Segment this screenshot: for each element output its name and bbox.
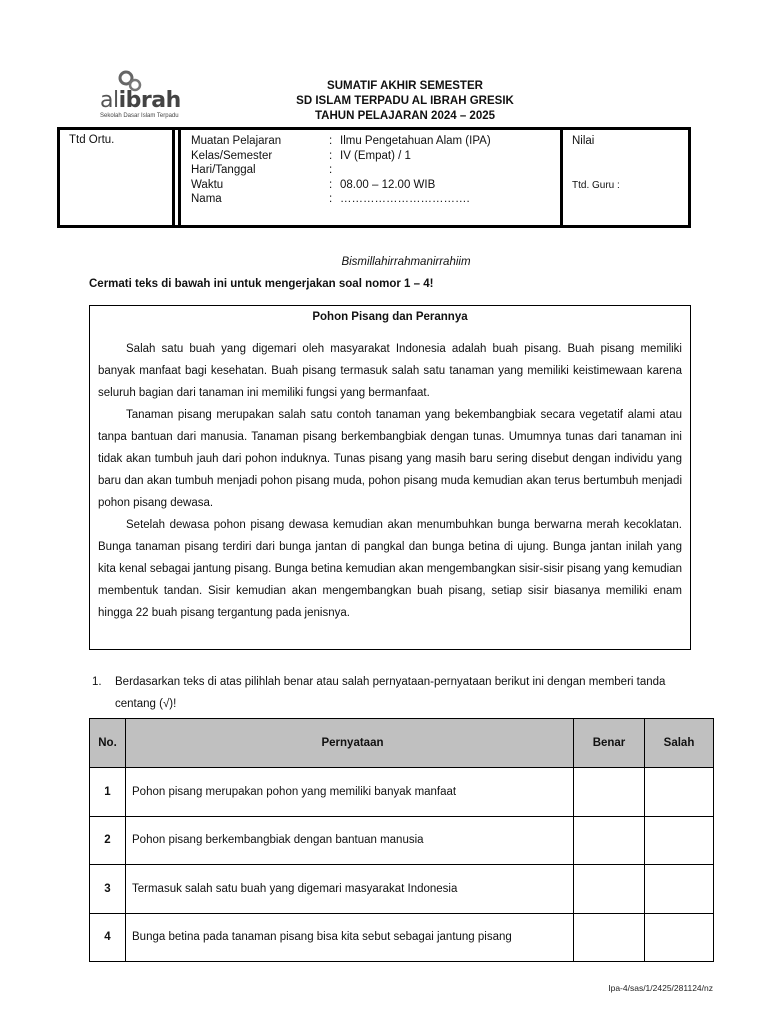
logo-tagline: Sekolah Dasar Islam Terpadu [100, 113, 179, 119]
row-number: 3 [90, 865, 126, 914]
exam-details-cell: Muatan Pelajaran : Ilmu Pengetahuan Alam (IPA) Kelas/Semester : IV (Empat) / 1 Hari/Tanggal : Waktu : 08.00 – 12.00 WIB Nama : ……………………………. [178, 130, 562, 225]
academic-year: TAHUN PELAJARAN 2024 – 2025 [314, 110, 496, 122]
header-benar: Benar [574, 719, 645, 768]
school-logo [96, 68, 186, 118]
salah-answer-cell[interactable] [645, 913, 714, 962]
table-row [90, 768, 714, 817]
exam-header [230, 79, 580, 124]
table-row [90, 865, 714, 914]
benar-answer-cell[interactable] [574, 865, 645, 914]
name-field[interactable]: ……………………………. [340, 193, 470, 205]
question-text: Berdasarkan teks di atas pilihlah benar atau salah pernyataan-pernyataan berikut ini dengan memberi tanda centang (√)! [115, 676, 666, 710]
reading-body [98, 338, 682, 624]
school-name: SD ISLAM TERPADU AL IBRAH GRESIK [296, 95, 514, 107]
row-number: 1 [90, 768, 126, 817]
reading-paragraph: Salah satu buah yang digemari oleh masyarakat Indonesia adalah buah pisang. Buah pisang memiliki banyak manfaat bagi kesehatan. Buah pisang termasuk salah satu tanaman yang memiliki keistimewaan karena seluruh bagian dari tanaman ini memiliki fungsi yang bermanfaat. [98, 343, 682, 399]
salah-answer-cell[interactable] [645, 816, 714, 865]
header-salah: Salah [645, 719, 714, 768]
bismillah-text: Bismillahirrahmanirrahiim [341, 256, 471, 268]
reading-passage-box [89, 305, 691, 650]
header-no: No. [90, 719, 126, 768]
exam-title: SUMATIF AKHIR SEMESTER [327, 80, 483, 92]
parent-signature-label: Ttd Ortu. [69, 134, 115, 146]
row-number: 2 [90, 816, 126, 865]
benar-answer-cell[interactable] [574, 913, 645, 962]
row-statement: Pohon pisang merupakan pohon yang memiliki banyak manfaat [126, 768, 574, 817]
teacher-signature-label: Ttd. Guru : [572, 180, 620, 191]
reading-paragraph: Setelah dewasa pohon pisang dewasa kemudian akan menumbuhkan bunga berwarna merah kecoklatan. Bunga tanaman pisang terdiri dari bunga jantan di pangkal dan bunga betina di ujung. Bunga jantan inilah yang kita kenal sebagai jantung pisang. Bunga betina kemudian akan mengembangkan sisir-sisir pisang yang kemudian membentuk tandan. Sisir kemudian akan mengembangkan buah pisang, setiap sisir biasanya memiliki enam hingga 22 buah pisang tergantung pada jenisnya. [98, 519, 682, 619]
salah-answer-cell[interactable] [645, 865, 714, 914]
salah-answer-cell[interactable] [645, 768, 714, 817]
exam-info-box [57, 127, 691, 228]
reading-title: Pohon Pisang dan Perannya [312, 311, 468, 323]
table-header-row [90, 719, 714, 768]
score-label: Nilai [572, 135, 595, 147]
true-false-table [89, 718, 714, 962]
table-row [90, 816, 714, 865]
score-cell [560, 127, 691, 228]
row-statement: Pohon pisang berkembangbiak dengan bantuan manusia [126, 816, 574, 865]
row-statement: Bunga betina pada tanaman pisang bisa kita sebut sebagai jantung pisang [126, 913, 574, 962]
document-code: Ipa-4/sas/1/2425/281124/nz [608, 983, 713, 993]
header-statement: Pernyataan [126, 719, 574, 768]
question-number: 1. [92, 676, 102, 688]
reading-instruction: Cermati teks di bawah ini untuk mengerjakan soal nomor 1 – 4! [89, 278, 434, 290]
benar-answer-cell[interactable] [574, 816, 645, 865]
table-row [90, 913, 714, 962]
reading-paragraph: Tanaman pisang merupakan salah satu contoh tanaman yang bekembangbiak secara vegetatif alami atau tanpa bantuan dari manusia. Tanaman pisang berkembangbiak dengan tunas. Umumnya tunas dari tanaman ini tidak akan tumbuh jauh dari pohon induknya. Tunas pisang yang masih baru sering disebut dengan individu yang baru dan akan tumbuh menjadi pohon pisang muda, pohon pisang muda kemudian akan terus bertumbuh menjadi pohon pisang dewasa. [98, 409, 682, 509]
row-statement: Termasuk salah satu buah yang digemari masyarakat Indonesia [126, 865, 574, 914]
row-number: 4 [90, 913, 126, 962]
logo-wordmark: alibrah [100, 88, 181, 113]
benar-answer-cell[interactable] [574, 768, 645, 817]
parent-signature-cell [60, 130, 175, 225]
